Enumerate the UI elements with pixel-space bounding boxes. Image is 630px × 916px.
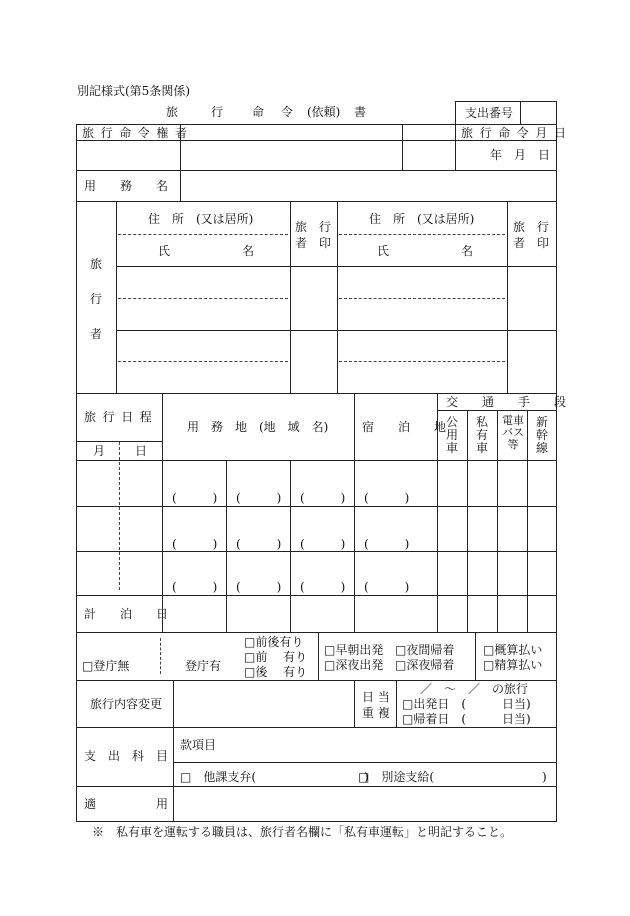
destination-label: 用 務 地 (地 域 名) bbox=[187, 420, 329, 434]
form-reference: 別記様式(第5条関係) bbox=[77, 84, 190, 98]
office-none-checkbox[interactable]: □登庁無 bbox=[82, 659, 130, 673]
night-return-checkbox[interactable]: □夜間帰着 bbox=[395, 643, 455, 657]
title-char-1: 旅 bbox=[166, 105, 179, 119]
other-dept-checkbox[interactable]: □ 他課支弁( ) bbox=[180, 770, 369, 784]
transport-shinkansen: 新幹線 bbox=[535, 415, 548, 455]
lodging-paren: ( ) bbox=[364, 580, 410, 594]
order-date-value: 年 月 日 bbox=[490, 148, 551, 162]
dest-paren: ( ) bbox=[300, 580, 346, 594]
before-after-checkbox[interactable]: □前後有り bbox=[244, 635, 304, 649]
early-departure-checkbox[interactable]: □早朝出発 bbox=[324, 643, 384, 657]
trip-period-line: ／ ～ ／ の旅行 bbox=[420, 682, 529, 696]
late-return-checkbox[interactable]: □深夜帰着 bbox=[395, 658, 455, 672]
order-authority-input[interactable] bbox=[186, 148, 396, 164]
settled-payment-checkbox[interactable]: □精算払い bbox=[483, 658, 543, 672]
travelers-label-2: 行 bbox=[90, 292, 103, 306]
travelers-label-1: 旅 bbox=[90, 257, 103, 271]
dest-paren: ( ) bbox=[236, 537, 282, 551]
before-checkbox[interactable]: □前 有り bbox=[244, 650, 308, 664]
address-label-right: 住 所 (又は居所) bbox=[369, 212, 475, 226]
name-label-right: 氏 名 bbox=[377, 244, 474, 258]
arrival-day-checkbox[interactable]: □帰着日 ( 日当) bbox=[402, 712, 531, 726]
estimate-payment-checkbox[interactable]: □概算払い bbox=[483, 643, 543, 657]
seal-label-left-2: 者 印 bbox=[295, 236, 332, 250]
order-authority-label: 旅行命令権者 bbox=[82, 126, 194, 140]
business-label: 用 務 名 bbox=[84, 179, 169, 193]
expense-item-label: 款項目 bbox=[180, 738, 217, 752]
departure-day-checkbox[interactable]: □出発日 ( 日当) bbox=[402, 697, 531, 711]
nights-label: 計 泊 日 bbox=[84, 607, 169, 621]
address-label-left: 住 所 (又は居所) bbox=[148, 212, 254, 226]
change-label: 旅行内容変更 bbox=[90, 697, 163, 711]
transport-train-bus: 電車バス等 bbox=[502, 414, 524, 451]
seal-label-right-2: 者 印 bbox=[513, 236, 550, 250]
title-irai: (依頼) bbox=[307, 105, 341, 119]
late-departure-checkbox[interactable]: □深夜出発 bbox=[324, 658, 384, 672]
dest-paren: ( ) bbox=[236, 491, 282, 505]
transport-private-car: 私有車 bbox=[475, 415, 488, 455]
overlap-label-1: 日 当 bbox=[362, 690, 390, 704]
after-checkbox[interactable]: □後 有り bbox=[244, 665, 308, 679]
seal-label-right-1: 旅 行 bbox=[513, 220, 550, 234]
title-char-2: 行 bbox=[211, 105, 224, 119]
overlap-label-2: 重 複 bbox=[362, 706, 390, 720]
title-char-3: 命 bbox=[252, 105, 265, 119]
seal-label-left-1: 旅 行 bbox=[295, 220, 332, 234]
payout-number-label: 支出番号 bbox=[465, 106, 514, 120]
month-label: 月 bbox=[93, 444, 106, 458]
day-label: 日 bbox=[135, 444, 148, 458]
lodging-paren: ( ) bbox=[364, 537, 410, 551]
office-yes-label: 登庁有 bbox=[185, 659, 222, 673]
name-label-left: 氏 名 bbox=[158, 244, 255, 258]
payout-number-input[interactable] bbox=[525, 106, 553, 120]
dest-paren: ( ) bbox=[236, 580, 282, 594]
title-char-4: 令 bbox=[281, 105, 294, 119]
dest-paren: ( ) bbox=[300, 491, 346, 505]
lodging-label: 宿 泊 地 bbox=[362, 420, 447, 434]
footnote: ※ 私有車を運転する職員は、旅行者名欄に「私有車運転」と明記すること。 bbox=[92, 825, 513, 839]
transport-official-car: 公用車 bbox=[445, 415, 458, 455]
lodging-paren: ( ) bbox=[364, 491, 410, 505]
notes-label: 適 用 bbox=[84, 797, 169, 811]
notes-input[interactable] bbox=[180, 797, 550, 813]
schedule-label: 旅行日程 bbox=[84, 410, 159, 424]
travelers-label-3: 者 bbox=[90, 327, 103, 341]
dest-paren: ( ) bbox=[172, 537, 218, 551]
separate-payment-checkbox[interactable]: □ 別途支給( ) bbox=[358, 770, 547, 784]
business-input[interactable] bbox=[188, 179, 548, 195]
title-char-6: 書 bbox=[354, 105, 367, 119]
dest-paren: ( ) bbox=[172, 580, 218, 594]
dest-paren: ( ) bbox=[300, 537, 346, 551]
order-date-label: 旅行命令月日 bbox=[461, 126, 573, 140]
transport-label: 交 通 手 段 bbox=[446, 395, 567, 409]
dest-paren: ( ) bbox=[172, 491, 218, 505]
expense-label: 支 出 科 目 bbox=[84, 749, 169, 763]
